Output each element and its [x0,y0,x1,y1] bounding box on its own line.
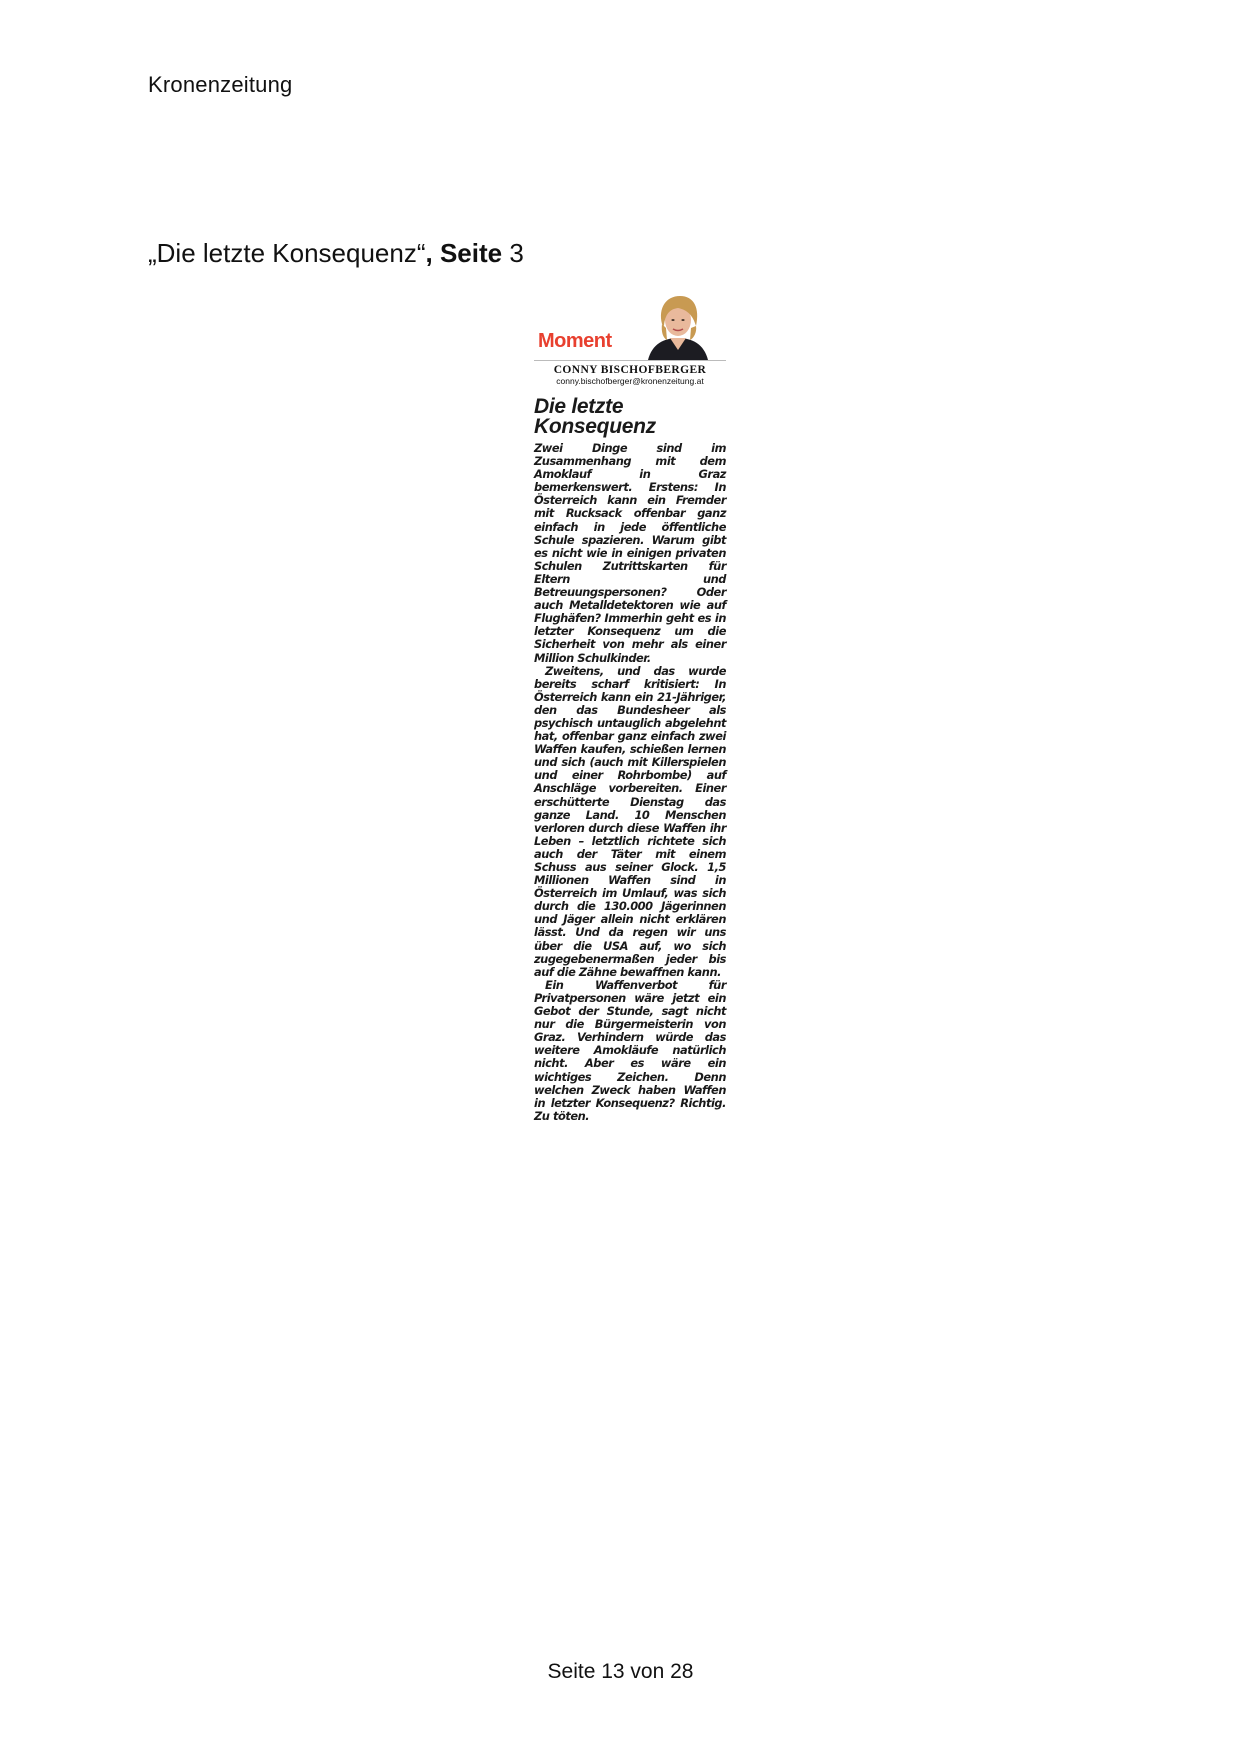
newspaper-clipping [534,294,726,1123]
headline-page-label: Seite [439,238,503,268]
source-label: Kronenzeitung [148,72,293,97]
clipping-body [534,442,726,1123]
body-paragraph-3: Ein Waffenverbot für Privatpersonen wäre jetzt ein Gebot der Stunde, sagt nicht nur die Bürgermeisterin von Graz. Verhindern würde das weitere Amokläufe natürlich nicht. Aber es wäre ein wichtiges Zeichen. Denn welchen Zweck haben Waffen in letzter Konsequenz? Richtig. Zu töten. [534,977,726,1123]
body-paragraph-2: Zweitens, und das wurde bereits scharf kritisiert: In Österreich kann ein 21-Jähriger, den das Bundesheer als psychisch untauglich abgelehnt hat, offenbar ganz einfach zwei Waffen kaufen, schießen lernen und sich (auch mit Killerspielen und einer Rohrbombe) auf Anschläge vorbereiten. Einer erschütterte Dienstag das ganze Land. 10 Menschen verloren durch diese Waffen ihr Leben – letztlich richtete sich auch der Täter mit einem Schuss aus seiner Glock. 1,5 Millionen Waffen sind in Österreich im Umlauf, was sich durch die 130.000 Jägerinnen und Jäger allein nicht erklären lässt. Und da regen wir uns über die USA auf, wo sich zugegebenermaßen jeder bis auf die Zähne bewaffnen kann. [534,663,726,979]
portrait-photo-icon [630,294,726,360]
clipping-header [534,294,726,361]
section-label: Moment [538,330,612,352]
author-name: CONNY BISCHOFBERGER [553,364,707,376]
article-headline [148,238,524,269]
body-paragraph-1: Zwei Dinge sind im Zusammenhang mit dem Amoklauf in Graz bemerkenswert. Erstens: In Österreich kann ein Fremder mit Rucksack offenbar ganz einfach in jede öffentliche Schule spazieren. Warum gibt es nicht wie in einigen privaten Schulen Zutrittskarten für Eltern und Betreuungspersonen? Oder auch Metalldetektoren wie auf Flughäfen? Immerhin geht es in letzter Konsequenz um die Sicherheit von mehr als einer Million Schulkinder. [534,441,726,665]
clipping-title: Die letzte Konsequenz [534,395,656,438]
headline-title: „Die letzte Konsequenz“ [148,238,426,268]
page-footer: Seite 13 von 28 [547,1660,694,1683]
author-email: conny.bischofberger@kronenzeitung.at [556,376,704,386]
author-portrait [630,294,726,360]
headline-page-number: 3 [502,238,524,268]
headline-separator: , [425,238,440,268]
